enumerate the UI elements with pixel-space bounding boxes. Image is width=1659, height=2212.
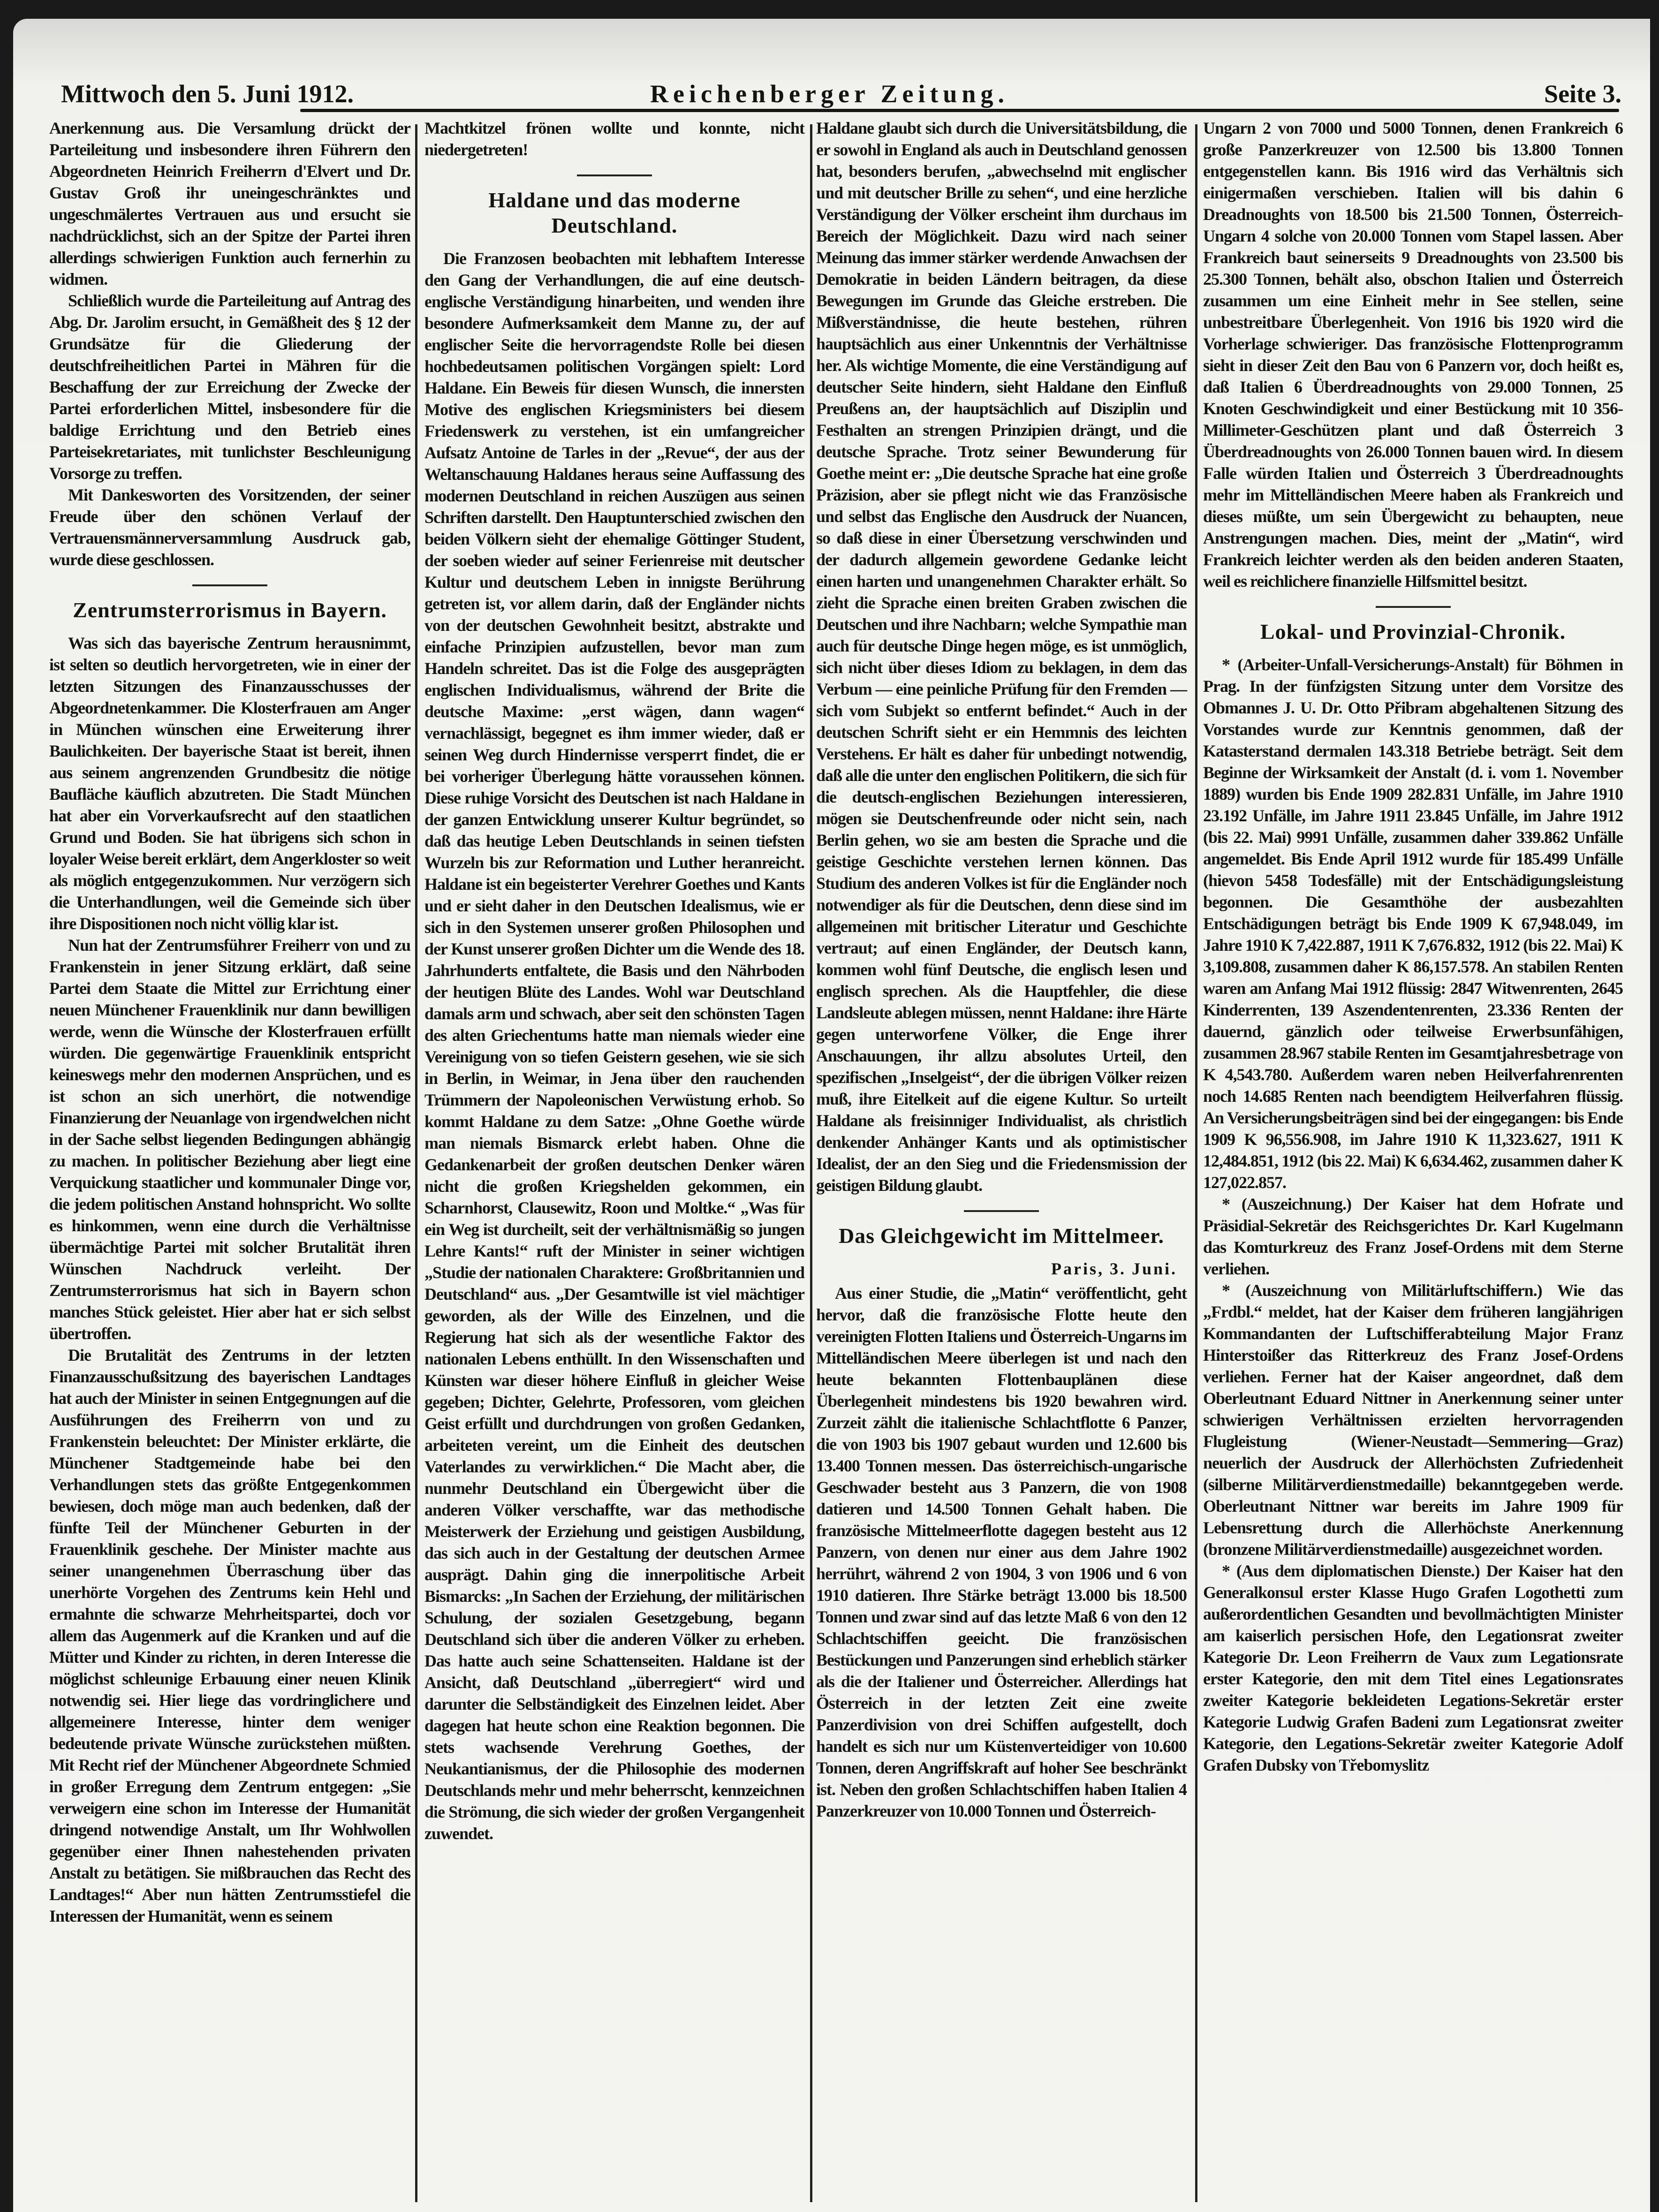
article-headline: Das Gleichgewicht im Mittelmeer. <box>816 1210 1187 1249</box>
column-divider <box>1195 124 1197 2202</box>
header-rule <box>300 109 1619 112</box>
article-paragraph: Nun hat der Zentrumsführer Freiherr von und zu Frankenstein in jener Sitzung erklärt, daß seine Partei dem Staate die Mittel zur Errichtung einer neuen Münchener Frauenklinik nur dann bewilligen werde, wenn die Wünsche der Klosterfrauen erfüllt würden. Die gegenwärtige Frauenklinik entspricht keineswegs mehr den modernen Ansprüchen, und es ist schon an sich unerhört, die notwendige Finanzierung der Neuanlage von irgendwelchen nicht in der Sache selbst liegenden Bedingungen abhängig zu machen. In politischer Beziehung aber liegt eine Verquickung staatlicher und kommunaler Dinge vor, die jedem politischen Anstand hohnspricht. Wo sollte es hinkommen, wenn eine durch die Verhältnisse übermächtige Partei mit solcher Brutalität ihren Wünschen Nachdruck verleiht. Der Zentrumsterrorismus hat sich in Bayern schon manches Stück geleistet. Hier aber hat er sich selbst übertroffen. <box>49 936 410 1343</box>
article-paragraph: Die Franzosen beobachten mit lebhaftem Interesse den Gang der Verhandlungen, die auf eine deutsch-englische Verständigung hinarbeiten, und wenden ihre besondere Aufmerksamkeit dem Manne zu, der auf englischer Seite die hervorragendste Rolle bei diesen hochbedeutsamen politischen Vorgängen spielt: Lord Haldane. Ein Beweis für diesen Wunsch, die innersten Motive des englischen Kriegsministers bei diesem Friedenswerk zu verstehen, ist ein umfangreicher Aufsatz Antoine de Tarles in der „Revue“, der aus der Weltanschauung Haldanes heraus seine Auffassung des modernen Deutschland in reichen Auszügen aus seinen Schriften darstellt. Den Hauptunterschied zwischen den beiden Völkern sieht der ehemalige Göttinger Student, der soeben wieder auf seiner Ferienreise mit deutscher Kultur und deutschem Leben in innigste Berührung getreten ist, vor allem darin, daß der Engländer nichts von der deutschen Gewohnheit besitzt, abstrakte und einfache Prinzipien aufzustellen, bevor man zum Handeln schreitet. Das ist die Folge des ausgeprägten englischen Individualismus, während der Brite die deutsche Maxime: „erst wägen, dann wagen“ vernachlässigt, begegnet es ihm immer wieder, daß er seinen Weg durch Hindernisse versperrt findet, die er bei vorheriger Überlegung hätte voraussehen können. Diese ruhige Vorsicht des Deutschen ist nach Haldane in der ganzen Entwicklung unserer Kultur begründet, so daß das heutige Leben Deutschlands in seinen tiefsten Wurzeln bis zur Reformation und Luther heranreicht. Haldane ist ein begeisterter Verehrer Goethes und Kants und er sieht daher in den Deutschen Idealismus, wie er sich in den Systemen unserer großen Philosophen und der Kunst unserer großen Dichter um die Wende des 18. Jahrhunderts entfaltete, die Basis und den Nährboden der heutigen Blüte des Landes. Wohl war Deutschland damals arm und schwach, aber seit den schönsten Tagen des alten Griechentums hatte man niemals wieder eine Vereinigung von so tiefen Geistern gesehen, wie sie sich in Berlin, in Weimar, in Jena über den rauchenden Trümmern der Napoleonischen Verwüstung erhob. So kommt Haldane zu dem Satze: „Ohne Goethe würde man niemals Bismarck erlebt haben. Ohne die Gedankenarbeit der großen deutschen Denker wären nicht die großen Kriegshelden gekommen, ein Scharnhorst, Clausewitz, Roon und Moltke.“ „Was für ein Weg ist durcheilt, seit der verhältnismäßig so jungen Lehre Kants!“ ruft der Minister in seiner wichtigen „Studie der nationalen Charaktere: Großbritannien und Deutschland“ aus. „Der Gesamtwille ist viel mächtiger geworden, als der Wille des Einzelnen, und die Regierung hat sich als der wesentliche Faktor des nationalen Lebens enthüllt. In den Wissenschaften und Künsten war dieser höhere Einfluß in gleicher Weise gegeben; Dichter, Gelehrte, Professoren, vom gleichen Geist erfüllt und durchdrungen von großen Gedanken, arbeiteten vereint, um die Einheit des deutschen Vaterlandes zu verwirklichen.“ Die Macht aber, die nunmehr Deutschland ein Übergewicht über die anderen Völker verschaffte, war das methodische Meisterwerk der Erziehung und geistigen Ausbildung, das sich auch in der Gestaltung der deutschen Armee ausprägt. Dahin ging die innerpolitische Arbeit Bismarcks: „In Sachen der Erziehung, der militärischen Schulung, der sozialen Gesetzgebung, begann Deutschland sich über die anderen Völker zu erheben. Das hatte auch seine Schattenseiten. Haldane ist der Ansicht, daß Deutschland „überregiert“ wird und darunter die Selbständigkeit des Einzelnen leidet. Aber dagegen hat heute schon eine Reaktion begonnen. Die stets wachsende Verehrung Goethes, der Neukantianismus, der die Philosophie des modernen Deutschlands mehr und mehr beherrscht, kennzeichnen die Strömung, die sich wieder der großen Vergangenheit zuwendet. <box>424 249 804 1843</box>
article-headline: Lokal- und Provinzial-Chronik. <box>1203 606 1623 644</box>
column-4 <box>1203 117 1623 1776</box>
issue-date: Mittwoch den 5. Juni 1912. <box>61 80 354 108</box>
article-paragraph: * (Auszeichnung.) Der Kaiser hat dem Hofrate und Präsidial-Sekretär des Reichsgerichtes Dr. Karl Kugelmann das Komturkreuz des Franz Josef-Ordens mit dem Sterne verliehen. <box>1203 1195 1623 1278</box>
article-headline: Haldane und das moderne Deutschland. <box>424 174 804 238</box>
page-number: Seite 3. <box>1544 80 1621 108</box>
article-paragraph: * (Auszeichnung von Militärluftschiffern.) Wie das „Frdbl.“ meldet, hat der Kaiser dem früheren langjährigen Kommandanten der Luftschifferabteilung Major Franz Hinterstoißer das Ritterkreuz des Franz Josef-Ordens verliehen. Ferner hat der Kaiser angeordnet, daß dem Oberleutnant Eduard Nittner in Anerkennung seiner unter schwierigen Verhältnissen erzielten hervorragenden Flugleistung (Wiener-Neustadt—Semmering—Graz) neuerlich der Ausdruck der Allerhöchsten Zufriedenheit (silberne Militärverdienstmedaille) bekanntgegeben werde. Oberleutnant Nittner war bereits im Jahre 1909 für Lebensrettung durch die Allerhöchste Anerkennung (bronzene Militärverdienstmedaille) ausgezeichnet worden. <box>1203 1281 1623 1559</box>
article-paragraph: * (Arbeiter-Unfall-Versicherungs-Anstalt) für Böhmen in Prag. In der fünfzigsten Sitzung unter dem Vorsitze des Obmannes J. U. Dr. Otto Přibram abgehaltenen Sitzung des Vorstandes wurde zur Kenntnis genommen, daß der Katasterstand dermalen 143.318 Betriebe beträgt. Seit dem Beginne der Wirksamkeit der Anstalt (d. i. vom 1. November 1889) wurden bis Ende 1909 282.831 Unfälle, im Jahre 1910 23.192 Unfälle, im Jahre 1911 23.845 Unfälle, im Jahre 1912 (bis 22. Mai) 9991 Unfälle, zusammen daher 339.862 Unfälle angemeldet. Bis Ende April 1912 wurde für 185.499 Unfälle (hievon 5458 Todesfälle) mit der Entschädigungsleistung begonnen. Die Gesamthöhe der ausbezahlten Entschädigungen beträgt bis Ende 1909 K 67,948.049, im Jahre 1910 K 7,422.887, 1911 K 7,676.832, 1912 (bis 22. Mai) K 3,109.808, zusammen daher K 86,157.578. An stabilen Renten waren am Anfang Mai 1912 flüssig: 2847 Witwenrenten, 2645 Kinderrenten, 139 Aszendentenrenten, 23.336 Renten der dauernd, gänzlich oder teilweise Erwerbsunfähigen, zusammen 28.967 stabile Renten im Gesamtjahresbetrage von K 4,543.780. Außerdem waren neben Heilverfahrenrenten noch 14.685 Renten nach beendigtem Heilverfahren flüssig. An Versicherungsbeiträgen sind bei der eingegangen: bis Ende 1909 K 96,556.908, im Jahre 1910 K 11,323.627, 1911 K 12,484.851, 1912 (bis 22. Mai) K 6,634.462, zusammen daher K 127,022.857. <box>1203 655 1623 1192</box>
article-paragraph: Die Brutalität des Zentrums in der letzten Finanzausschußsitzung des bayerischen Landtages hat auch der Minister in seinen Entgegnungen auf die Ausführungen des Freiherrn von und zu Frankenstein beleuchtet: Der Minister erklärte, die Münchener Stadtgemeinde habe bei den Verhandlungen stets das größte Entgegenkommen bewiesen, doch möge man auch bedenken, daß der fünfte Teil der Münchener Geburten in der Frauenklinik geschehe. Der Minister machte aus seiner unangenehmen Überraschung über das unerhörte Vorgehen des Zentrums kein Hehl und ermahnte die schwarze Mehrheitspartei, doch vor allem das Augenmerk auf die Kranken und auf die Mütter und Kinder zu richten, in deren Interesse die möglichst schleunige Erbauung einer neuen Klinik notwendig sei. Hier liege das vordringlichere und allgemeinere Interesse, hinter dem weniger bedeutende private Wünsche zurückstehen müßten. Mit Recht rief der Münchener Abgeordnete Schmied in großer Erregung dem Zentrum entgegen: „Sie verweigern eine schon im Interesse der Humanität dringend notwendige Anstalt, um Ihr Wohlwollen gegenüber einer Ihnen nahestehenden privaten Anstalt zu betätigen. Sie mißbrauchen das Recht des Landtages!“ Aber nun hätten Zentrumsstiefel die Interessen der Humanität, wenn es seinem <box>49 1346 410 1925</box>
column-2 <box>424 117 804 1844</box>
column-3 <box>816 117 1187 1822</box>
dateline: Paris, 3. Juni. <box>1051 1259 1177 1278</box>
article-paragraph: Aus einer Studie, die „Matin“ veröffentlicht, geht hervor, daß die französische Flotte heute den vereinigten Flotten Italiens und Österreich-Ungarns im Mittelländischen Meere überlegen ist und nach den heute bekannten Flottenbauplänen diese Überlegenheit mindestens bis 1920 bewahren wird. Zurzeit zählt die italienische Schlachtflotte 6 Panzer, die von 1903 bis 1907 gebaut wurden und 12.600 bis 13.400 Tonnen messen. Das österreichisch-ungarische Geschwader besteht aus 3 Panzern, die von 1908 datieren und 14.500 Tonnen Gehalt haben. Die französische Mittelmeerflotte dagegen besteht aus 12 Panzern, von denen nur einer aus dem Jahre 1902 herrührt, während 2 von 1904, 3 von 1906 und 6 von 1910 datieren. Ihre Stärke beträgt 13.000 bis 18.500 Tonnen und zwar sind auf das letzte Maß 6 von den 12 Schlachtschiffen geeicht. Die französischen Bestückungen und Panzerungen sind erheblich stärker als die der Italiener und Österreicher. Allerdings hat Österreich in der letzten Zeit eine zweite Panzerdivision von drei Schiffen aufgestellt, doch handelt es sich nur um Küstenverteidiger von 10.600 Tonnen, deren Angriffskraft auf hoher See beschränkt ist. Neben den großen Schlachtschiffen haben Italien 4 Panzerkreuzer von 10.000 Tonnen und Österreich- <box>816 1284 1187 1820</box>
column-divider <box>810 124 812 2202</box>
article-paragraph: Anerkennung aus. Die Versamlung drückt der Parteileitung und insbesondere ihren Führern den Abgeordneten Heinrich Freiherrn d'Elvert und Dr. Gustav Groß ihr uneingeschränktes und ungeschmälertes Vertrauen aus und ersucht sie nachdrücklichst, sich an der Spitze der Partei ihren allerdings schwierigen Funktion auch fernerhin zu widmen. <box>49 119 410 288</box>
newspaper-title: Reichenberger Zeitung. <box>650 80 1009 108</box>
article-paragraph: Ungarn 2 von 7000 und 5000 Tonnen, denen Frankreich 6 große Panzerkreuzer von 12.500 bis 13.800 Tonnen entgegenstellen kann. Bis 1916 wird das Verhältnis sich einigermaßen verschieben. Italien will bis dahin 6 Dreadnoughts von 18.500 bis 21.500 Tonnen, Österreich-Ungarn 4 solche von 20.000 Tonnen vom Stapel lassen. Aber Frankreich baut seinerseits 9 Dreadnoughts von 23.500 bis 25.300 Tonnen, behält also, obschon Italien und Österreich zusammen um eine Einheit mehr in See stellen, seine unbestreitbare Überlegenheit. Von 1916 bis 1920 wird die Vorherlage schwieriger. Das französische Flottenprogramm sieht in dieser Zeit den Bau von 6 Panzern vor, doch heißt es, daß Italien 6 Überdreadnoughts von 29.000 Tonnen, 25 Knoten Geschwindigkeit und einer Bestückung mit 10 356-Millimeter-Geschützen plant und daß Österreich 3 Überdreadnoughts von 26.000 Tonnen bauen wird. In diesem Falle würden Italien und Österreich 3 Überdreadnoughts mehr im Mittelländischen Meere haben als Frankreich und dieses müßte, um sein Übergewicht zu behaupten, neue Anstrengungen machen. Dies, meint der „Matin“, wird Frankreich leichter werden als den beiden anderen Staaten, weil es reichlichere finanzielle Hilfsmittel besitzt. <box>1203 119 1623 591</box>
column-1 <box>49 117 410 1927</box>
article-paragraph: Was sich das bayerische Zentrum herausnimmt, ist selten so deutlich hervorgetreten, wie in einer der letzten Sitzungen des Finanzausschusses der Abgeordnetenkammer. Die Klosterfrauen am Anger in München wünschen eine Erweiterung ihrer Baulichkeiten. Der bayerische Staat ist bereit, ihnen aus seinem angrenzenden Grundbesitz die nötige Baufläche käuflich abzutreten. Die Stadt München hat aber ein Vorverkaufsrecht auf den staatlichen Grund und Boden. Sie hat übrigens sich schon in loyaler Weise bereit erklärt, dem Angerkloster so weit als möglich entgegenzukommen. Nur verzögern sich die Unterhandlungen, weil die Gemeinde sich über ihre Dispositionen noch nicht völlig klar ist. <box>49 634 410 933</box>
article-paragraph: Machtkitzel frönen wollte und konnte, nicht niedergetreten! <box>424 119 804 159</box>
column-divider <box>415 124 417 2202</box>
article-paragraph: Haldane glaubt sich durch die Universitätsbildung, die er sowohl in England als auch in Deutschland genossen hat, besonders berufen, „abwechselnd mit englischer und mit deutscher Brille zu sehen“, und eine herzliche Verständigung der Völker erscheint ihm durchaus im Bereich der Möglichkeit. Dazu wird nach seiner Meinung das immer stärker werdende Anwachsen der Demokratie in beiden Ländern beitragen, da diese Bewegungen im Grunde das Gleiche erstreben. Die Mißverständnisse, die heute bestehen, rühren hauptsächlich aus einer Unkenntnis der Verhältnisse her. Als wichtige Momente, die eine Verständigung auf deutscher Seite hindern, sieht Haldane den Einfluß Preußens an, der hauptsächlich auf Disziplin und Festhalten an strengen Prinzipien drängt, und die deutsche Sprache. Trotz seiner Bewunderung für Goethe meint er: „Die deutsche Sprache hat eine große Präzision, aber sie pflegt nicht wie das Französische und selbst das Englische den Ausdruck der Nuancen, so daß diese in einer Übersetzung verschwinden und der dadurch allgemein gewordene Gedanke leicht einen harten und unangenehmen Charakter erhält. So zieht die Sprache einen breiten Graben zwischen die Deutschen und ihre Nachbarn; welche Sympathie man auch für deutsche Dinge hegen möge, es ist unmöglich, sich nicht über dieses Idiom zu beklagen, in dem das Verbum — eine peinliche Prüfung für den Fremden — sich vom Subjekt so entfernt befindet.“ Auch in der deutschen Schrift sieht er ein Hemmnis des leichten Verstehens. Er hält es daher für unbedingt notwendig, daß alle die unter den englischen Politikern, die sich für die deutsch-englischen Beziehungen interessieren, mögen sie Deutschenfreunde oder nicht sein, nach Berlin gehen, wo sie am besten die Sprache und die geistige Geschichte verstehen lernen können. Das Studium des anderen Volkes ist für die Engländer noch notwendiger als für die Deutschen, denn diese sind im allgemeinen mit britischer Literatur und Geschichte vertraut; auf einen Engländer, der Deutsch kann, kommen wohl fünf Deutsche, die englisch lesen und englisch sprechen. Als die Hauptfehler, die diese Landsleute ablegen müssen, nennt Haldane: ihre Härte gegen unterworfene Völker, die Enge ihrer Anschauungen, ihr allzu absolutes Urteil, den spezifischen „Inselgeist“, der die übrigen Völker reizen muß, ihre Eitelkeit auf die eigene Kultur. So urteilt Haldane als freisinniger Individualist, als christlich denkender Anhänger Kants und als optimistischer Idealist, der an den Sieg und die Friedensmission der geistigen Bildung glaubt. <box>816 119 1187 1195</box>
article-headline: Zentrumsterrorismus in Bayern. <box>49 584 410 623</box>
article-paragraph: * (Aus dem diplomatischen Dienste.) Der Kaiser hat den Generalkonsul erster Klasse Hugo Grafen Logothetti zum außerordentlichen Gesandten und bevollmächtigten Minister am kaiserlich persischen Hofe, den Legationsrat zweiter Kategorie Dr. Leon Freiherrn de Vaux zum Legationsrate erster Kategorie, den mit dem Titel eines Legationsrates zweiter Kategorie bekleideten Legations-Sekretär erster Kategorie Ludwig Grafen Badeni zum Legationsrat zweiter Kategorie, den Legations-Sekretär zweiter Kategorie Adolf Grafen Dubsky von Třebomyslitz <box>1203 1561 1623 1774</box>
article-paragraph: Mit Dankesworten des Vorsitzenden, der seiner Freude über den schönen Verlauf der Vertrauensmännerversammlung Ausdruck gab, wurde diese geschlossen. <box>49 485 410 569</box>
article-paragraph: Schließlich wurde die Parteileitung auf Antrag des Abg. Dr. Jarolim ersucht, in Gemäßheit des § 12 der Grundsätze für die Gliederung der deutschfreiheitlichen Partei in Mähren für die Beschaffung der zur Erreichung der Zwecke der Partei erforderlichen Mittel, insbesondere für die baldige Errichtung und den Betrieb eines Parteisekretariates, mit tunlichster Beschleunigung Vorsorge zu treffen. <box>49 291 410 483</box>
